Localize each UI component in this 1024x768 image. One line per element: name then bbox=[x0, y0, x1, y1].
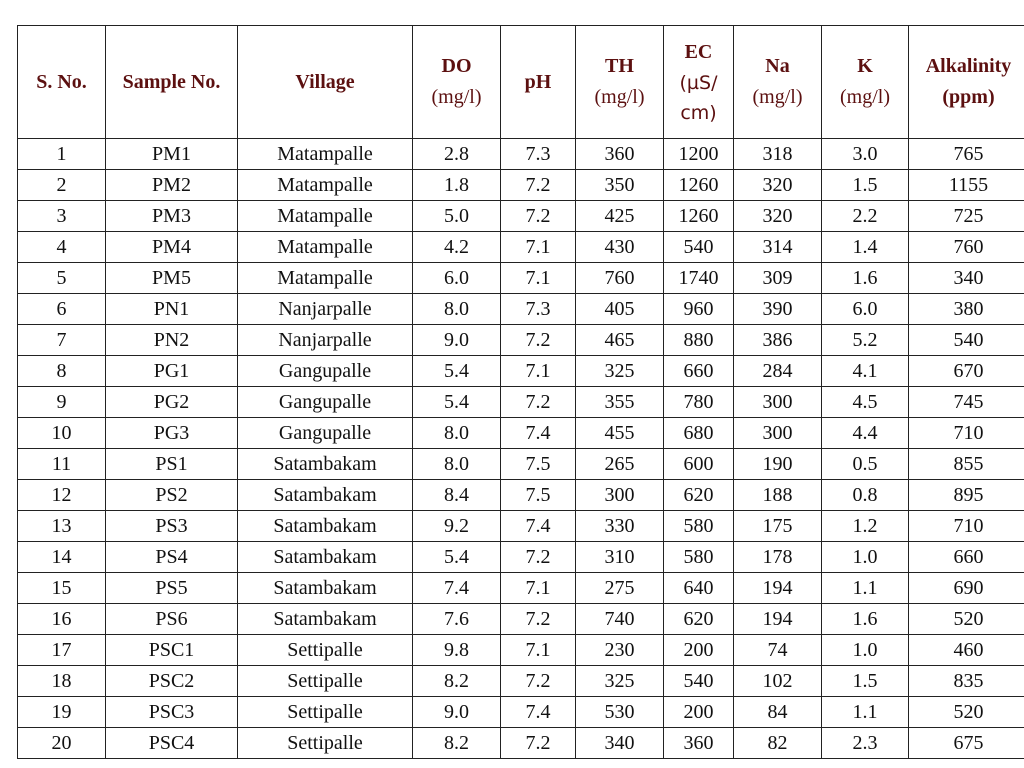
cell-s-no: 9 bbox=[18, 387, 106, 418]
table-row bbox=[18, 542, 1024, 573]
cell-k: 3.0 bbox=[822, 139, 909, 170]
cell-sample-no: PM1 bbox=[106, 139, 238, 170]
cell-alkalinity: 760 bbox=[909, 232, 1024, 263]
cell-th: 760 bbox=[576, 263, 664, 294]
cell-sample-no: PM4 bbox=[106, 232, 238, 263]
cell-do: 5.4 bbox=[413, 356, 501, 387]
table-row bbox=[18, 449, 1024, 480]
header-label: Sample No. bbox=[122, 70, 221, 93]
table-row bbox=[18, 294, 1024, 325]
cell-ec: 1200 bbox=[664, 139, 734, 170]
cell-sample-no: PM5 bbox=[106, 263, 238, 294]
cell-k: 0.8 bbox=[822, 480, 909, 511]
cell-k: 1.6 bbox=[822, 604, 909, 635]
table-row bbox=[18, 511, 1024, 542]
cell-na: 386 bbox=[734, 325, 822, 356]
header-label: TH bbox=[605, 55, 634, 77]
cell-alkalinity: 660 bbox=[909, 542, 1024, 573]
cell-ec: 780 bbox=[664, 387, 734, 418]
cell-th: 430 bbox=[576, 232, 664, 263]
cell-ph: 7.5 bbox=[501, 449, 576, 480]
cell-village: Satambakam bbox=[238, 449, 413, 480]
cell-alkalinity: 340 bbox=[909, 263, 1024, 294]
cell-s-no: 14 bbox=[18, 542, 106, 573]
cell-th: 405 bbox=[576, 294, 664, 325]
cell-village: Matampalle bbox=[238, 263, 413, 294]
cell-sample-no: PS2 bbox=[106, 480, 238, 511]
cell-th: 310 bbox=[576, 542, 664, 573]
cell-ec: 1260 bbox=[664, 201, 734, 232]
cell-alkalinity: 725 bbox=[909, 201, 1024, 232]
header-unit: (µS/ cm) bbox=[679, 71, 718, 124]
cell-sample-no: PM2 bbox=[106, 170, 238, 201]
cell-alkalinity: 765 bbox=[909, 139, 1024, 170]
cell-sample-no: PM3 bbox=[106, 201, 238, 232]
cell-village: Settipalle bbox=[238, 635, 413, 666]
cell-na: 74 bbox=[734, 635, 822, 666]
cell-sample-no: PG1 bbox=[106, 356, 238, 387]
cell-th: 360 bbox=[576, 139, 664, 170]
cell-alkalinity: 855 bbox=[909, 449, 1024, 480]
cell-k: 2.3 bbox=[822, 728, 909, 759]
table-row bbox=[18, 573, 1024, 604]
cell-s-no: 7 bbox=[18, 325, 106, 356]
cell-village: Matampalle bbox=[238, 201, 413, 232]
cell-ph: 7.4 bbox=[501, 418, 576, 449]
cell-village: Matampalle bbox=[238, 139, 413, 170]
cell-ph: 7.2 bbox=[501, 201, 576, 232]
cell-k: 1.2 bbox=[822, 511, 909, 542]
header-label: EC bbox=[684, 40, 713, 63]
header-unit: (mg/l) bbox=[840, 86, 890, 108]
cell-k: 2.2 bbox=[822, 201, 909, 232]
cell-na: 320 bbox=[734, 201, 822, 232]
table-row bbox=[18, 387, 1024, 418]
header-unit: (mg/l) bbox=[431, 86, 482, 108]
cell-k: 5.2 bbox=[822, 325, 909, 356]
cell-do: 9.0 bbox=[413, 697, 501, 728]
cell-do: 8.2 bbox=[413, 666, 501, 697]
cell-sample-no: PG2 bbox=[106, 387, 238, 418]
header-ph bbox=[501, 26, 576, 139]
cell-sample-no: PS1 bbox=[106, 449, 238, 480]
cell-alkalinity: 460 bbox=[909, 635, 1024, 666]
cell-ec: 620 bbox=[664, 604, 734, 635]
cell-k: 1.0 bbox=[822, 542, 909, 573]
cell-s-no: 15 bbox=[18, 573, 106, 604]
cell-alkalinity: 520 bbox=[909, 604, 1024, 635]
cell-ph: 7.2 bbox=[501, 728, 576, 759]
cell-village: Nanjarpalle bbox=[238, 294, 413, 325]
cell-ph: 7.4 bbox=[501, 511, 576, 542]
cell-ec: 200 bbox=[664, 635, 734, 666]
table-header bbox=[18, 26, 1024, 139]
table-body bbox=[18, 139, 1024, 759]
cell-ec: 580 bbox=[664, 511, 734, 542]
cell-sample-no: PS3 bbox=[106, 511, 238, 542]
cell-alkalinity: 710 bbox=[909, 511, 1024, 542]
header-label: K bbox=[857, 55, 873, 77]
cell-ph: 7.2 bbox=[501, 666, 576, 697]
cell-village: Satambakam bbox=[238, 542, 413, 573]
cell-na: 82 bbox=[734, 728, 822, 759]
cell-ec: 540 bbox=[664, 232, 734, 263]
cell-village: Gangupalle bbox=[238, 387, 413, 418]
cell-ph: 7.2 bbox=[501, 170, 576, 201]
cell-do: 8.0 bbox=[413, 418, 501, 449]
cell-ph: 7.2 bbox=[501, 387, 576, 418]
cell-sample-no: PN2 bbox=[106, 325, 238, 356]
cell-na: 300 bbox=[734, 418, 822, 449]
cell-ec: 200 bbox=[664, 697, 734, 728]
cell-village: Satambakam bbox=[238, 573, 413, 604]
table-row bbox=[18, 604, 1024, 635]
cell-ec: 360 bbox=[664, 728, 734, 759]
cell-sample-no: PS5 bbox=[106, 573, 238, 604]
cell-s-no: 6 bbox=[18, 294, 106, 325]
table-row bbox=[18, 170, 1024, 201]
cell-alkalinity: 690 bbox=[909, 573, 1024, 604]
cell-s-no: 4 bbox=[18, 232, 106, 263]
header-na bbox=[734, 26, 822, 139]
cell-th: 230 bbox=[576, 635, 664, 666]
cell-ec: 1260 bbox=[664, 170, 734, 201]
cell-th: 330 bbox=[576, 511, 664, 542]
cell-alkalinity: 380 bbox=[909, 294, 1024, 325]
cell-ec: 540 bbox=[664, 666, 734, 697]
cell-ph: 7.2 bbox=[501, 604, 576, 635]
cell-sample-no: PG3 bbox=[106, 418, 238, 449]
cell-village: Satambakam bbox=[238, 604, 413, 635]
cell-na: 318 bbox=[734, 139, 822, 170]
cell-do: 4.2 bbox=[413, 232, 501, 263]
cell-s-no: 11 bbox=[18, 449, 106, 480]
cell-th: 425 bbox=[576, 201, 664, 232]
cell-na: 194 bbox=[734, 604, 822, 635]
cell-s-no: 12 bbox=[18, 480, 106, 511]
header-label: DO bbox=[441, 55, 472, 77]
header-alkalinity bbox=[909, 26, 1024, 139]
cell-th: 455 bbox=[576, 418, 664, 449]
cell-ph: 7.1 bbox=[501, 356, 576, 387]
cell-do: 7.4 bbox=[413, 573, 501, 604]
header-sample-no bbox=[106, 26, 238, 139]
cell-na: 194 bbox=[734, 573, 822, 604]
cell-na: 300 bbox=[734, 387, 822, 418]
cell-ec: 640 bbox=[664, 573, 734, 604]
header-k bbox=[822, 26, 909, 139]
cell-s-no: 10 bbox=[18, 418, 106, 449]
cell-do: 9.2 bbox=[413, 511, 501, 542]
cell-th: 465 bbox=[576, 325, 664, 356]
cell-alkalinity: 1155 bbox=[909, 170, 1024, 201]
cell-village: Gangupalle bbox=[238, 418, 413, 449]
header-th bbox=[576, 26, 664, 139]
cell-k: 0.5 bbox=[822, 449, 909, 480]
cell-alkalinity: 540 bbox=[909, 325, 1024, 356]
cell-ec: 1740 bbox=[664, 263, 734, 294]
cell-na: 320 bbox=[734, 170, 822, 201]
cell-ec: 680 bbox=[664, 418, 734, 449]
cell-k: 1.5 bbox=[822, 666, 909, 697]
cell-s-no: 16 bbox=[18, 604, 106, 635]
cell-th: 740 bbox=[576, 604, 664, 635]
header-ec bbox=[664, 26, 734, 139]
cell-do: 2.8 bbox=[413, 139, 501, 170]
cell-s-no: 8 bbox=[18, 356, 106, 387]
cell-village: Nanjarpalle bbox=[238, 325, 413, 356]
table-row bbox=[18, 232, 1024, 263]
cell-do: 6.0 bbox=[413, 263, 501, 294]
cell-ph: 7.2 bbox=[501, 542, 576, 573]
cell-na: 390 bbox=[734, 294, 822, 325]
header-s-no bbox=[18, 26, 106, 139]
cell-ec: 960 bbox=[664, 294, 734, 325]
cell-th: 355 bbox=[576, 387, 664, 418]
cell-k: 1.5 bbox=[822, 170, 909, 201]
cell-s-no: 1 bbox=[18, 139, 106, 170]
cell-na: 84 bbox=[734, 697, 822, 728]
cell-s-no: 18 bbox=[18, 666, 106, 697]
cell-s-no: 17 bbox=[18, 635, 106, 666]
cell-village: Gangupalle bbox=[238, 356, 413, 387]
cell-village: Matampalle bbox=[238, 232, 413, 263]
cell-do: 8.2 bbox=[413, 728, 501, 759]
cell-do: 5.0 bbox=[413, 201, 501, 232]
cell-sample-no: PN1 bbox=[106, 294, 238, 325]
cell-na: 314 bbox=[734, 232, 822, 263]
header-label: pH bbox=[524, 70, 552, 93]
cell-k: 4.1 bbox=[822, 356, 909, 387]
cell-alkalinity: 710 bbox=[909, 418, 1024, 449]
cell-sample-no: PSC3 bbox=[106, 697, 238, 728]
cell-ph: 7.2 bbox=[501, 325, 576, 356]
cell-na: 175 bbox=[734, 511, 822, 542]
cell-alkalinity: 835 bbox=[909, 666, 1024, 697]
cell-na: 190 bbox=[734, 449, 822, 480]
table-row bbox=[18, 139, 1024, 170]
table-row bbox=[18, 263, 1024, 294]
cell-th: 325 bbox=[576, 356, 664, 387]
cell-k: 1.1 bbox=[822, 697, 909, 728]
cell-k: 6.0 bbox=[822, 294, 909, 325]
header-unit: (mg/l) bbox=[752, 86, 803, 108]
cell-ph: 7.3 bbox=[501, 294, 576, 325]
cell-na: 178 bbox=[734, 542, 822, 573]
table-row bbox=[18, 697, 1024, 728]
table-row bbox=[18, 201, 1024, 232]
cell-ph: 7.4 bbox=[501, 697, 576, 728]
cell-na: 309 bbox=[734, 263, 822, 294]
cell-do: 7.6 bbox=[413, 604, 501, 635]
table-row bbox=[18, 356, 1024, 387]
cell-th: 300 bbox=[576, 480, 664, 511]
cell-village: Settipalle bbox=[238, 666, 413, 697]
cell-sample-no: PSC2 bbox=[106, 666, 238, 697]
cell-k: 1.4 bbox=[822, 232, 909, 263]
cell-ph: 7.1 bbox=[501, 635, 576, 666]
cell-village: Satambakam bbox=[238, 511, 413, 542]
header-label: Na bbox=[765, 55, 790, 77]
table-row bbox=[18, 325, 1024, 356]
cell-ec: 620 bbox=[664, 480, 734, 511]
cell-ec: 880 bbox=[664, 325, 734, 356]
cell-do: 1.8 bbox=[413, 170, 501, 201]
cell-k: 1.6 bbox=[822, 263, 909, 294]
table-row bbox=[18, 635, 1024, 666]
cell-village: Settipalle bbox=[238, 697, 413, 728]
table-row bbox=[18, 480, 1024, 511]
cell-alkalinity: 670 bbox=[909, 356, 1024, 387]
cell-ph: 7.5 bbox=[501, 480, 576, 511]
cell-alkalinity: 745 bbox=[909, 387, 1024, 418]
cell-th: 275 bbox=[576, 573, 664, 604]
cell-village: Matampalle bbox=[238, 170, 413, 201]
cell-k: 4.4 bbox=[822, 418, 909, 449]
water-quality-table bbox=[17, 25, 1024, 759]
cell-ph: 7.3 bbox=[501, 139, 576, 170]
cell-s-no: 5 bbox=[18, 263, 106, 294]
cell-village: Satambakam bbox=[238, 480, 413, 511]
cell-sample-no: PSC1 bbox=[106, 635, 238, 666]
cell-na: 284 bbox=[734, 356, 822, 387]
cell-s-no: 13 bbox=[18, 511, 106, 542]
header-village bbox=[238, 26, 413, 139]
header-unit: (mg/l) bbox=[594, 86, 645, 108]
header-label: Alkalinity bbox=[925, 55, 1012, 77]
header-row bbox=[18, 26, 1024, 139]
cell-alkalinity: 895 bbox=[909, 480, 1024, 511]
cell-do: 9.0 bbox=[413, 325, 501, 356]
cell-na: 102 bbox=[734, 666, 822, 697]
header-label: S. No. bbox=[36, 70, 87, 93]
cell-s-no: 3 bbox=[18, 201, 106, 232]
cell-s-no: 20 bbox=[18, 728, 106, 759]
cell-ec: 600 bbox=[664, 449, 734, 480]
cell-sample-no: PS6 bbox=[106, 604, 238, 635]
cell-na: 188 bbox=[734, 480, 822, 511]
cell-do: 5.4 bbox=[413, 387, 501, 418]
cell-k: 4.5 bbox=[822, 387, 909, 418]
cell-do: 8.0 bbox=[413, 449, 501, 480]
cell-s-no: 2 bbox=[18, 170, 106, 201]
cell-th: 530 bbox=[576, 697, 664, 728]
cell-ec: 580 bbox=[664, 542, 734, 573]
cell-k: 1.0 bbox=[822, 635, 909, 666]
table-row bbox=[18, 666, 1024, 697]
table-row bbox=[18, 418, 1024, 449]
table-row bbox=[18, 728, 1024, 759]
cell-do: 5.4 bbox=[413, 542, 501, 573]
cell-do: 8.4 bbox=[413, 480, 501, 511]
cell-alkalinity: 520 bbox=[909, 697, 1024, 728]
cell-sample-no: PS4 bbox=[106, 542, 238, 573]
cell-village: Settipalle bbox=[238, 728, 413, 759]
cell-k: 1.1 bbox=[822, 573, 909, 604]
header-label: Village bbox=[295, 70, 355, 93]
cell-do: 8.0 bbox=[413, 294, 501, 325]
cell-s-no: 19 bbox=[18, 697, 106, 728]
cell-ph: 7.1 bbox=[501, 232, 576, 263]
cell-ph: 7.1 bbox=[501, 573, 576, 604]
cell-th: 325 bbox=[576, 666, 664, 697]
cell-ph: 7.1 bbox=[501, 263, 576, 294]
header-do bbox=[413, 26, 501, 139]
cell-do: 9.8 bbox=[413, 635, 501, 666]
cell-th: 340 bbox=[576, 728, 664, 759]
cell-sample-no: PSC4 bbox=[106, 728, 238, 759]
header-unit: (ppm) bbox=[942, 86, 995, 108]
cell-ec: 660 bbox=[664, 356, 734, 387]
cell-alkalinity: 675 bbox=[909, 728, 1024, 759]
cell-th: 350 bbox=[576, 170, 664, 201]
cell-th: 265 bbox=[576, 449, 664, 480]
